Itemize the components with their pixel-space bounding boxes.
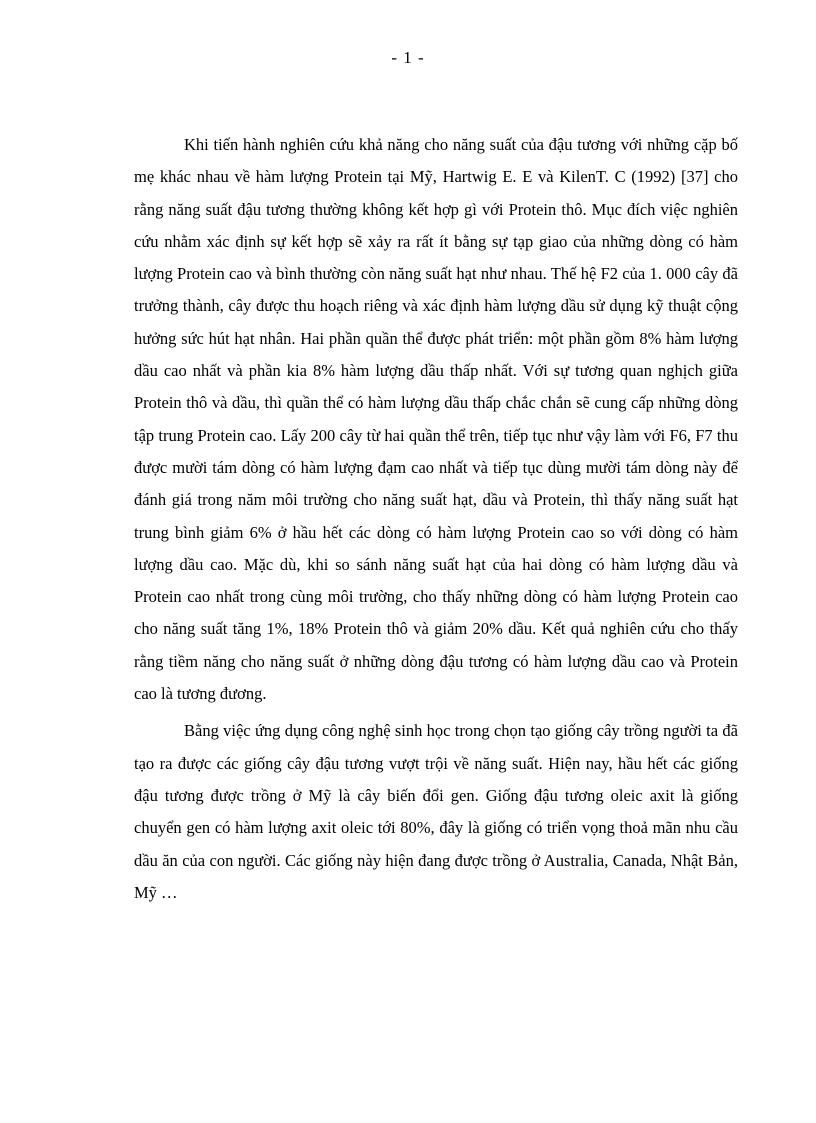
document-body — [134, 129, 738, 909]
paragraph-2: Bằng việc ứng dụng công nghệ sinh học trong chọn tạo giống cây trồng người ta đã tạo ra được các giống cây đậu tương vượt trội về năng suất. Hiện nay, hầu hết các giống đậu tương được trồng ở Mỹ là cây biến đổi gen. Giống đậu tương oleic axit là giống chuyển gen có hàm lượng axit oleic tới 80%, đây là giống có triển vọng thoả mãn nhu cầu dầu ăn của con người. Các giống này hiện đang được trồng ở Australia, Canada, Nhật Bản, Mỹ … — [134, 721, 738, 902]
paragraph-1: Khi tiến hành nghiên cứu khả năng cho năng suất của đậu tương với những cặp bố mẹ khác nhau về hàm lượng Protein tại Mỹ, Hartwig E. E và KilenT. C (1992) [37] cho rằng năng suất đậu tương thường không kết hợp gì với Protein thô. Mục đích việc nghiên cứu nhằm xác định sự kết hợp sẽ xảy ra rất ít bằng sự tạp giao của những dòng có hàm lượng Protein cao và bình thường còn năng suất hạt như nhau. Thế hệ F2 của 1. 000 cây đã trưởng thành, cây được thu hoạch riêng và xác định hàm lượng dầu sử dụng kỹ thuật cộng hưởng sức hút hạt nhân. Hai phần quần thể được phát triển: một phần gồm 8% hàm lượng dầu cao nhất và phần kia 8% hàm lượng dầu thấp nhất. Với sự tương quan nghịch giữa Protein thô và dầu, thì quần thể có hàm lượng dầu thấp chắc chắn sẽ cung cấp những dòng tập trung Protein cao. Lấy 200 cây từ hai quần thể trên, tiếp tục như vậy làm với F6, F7 thu được mười tám dòng có hàm lượng đạm cao nhất và tiếp tục dùng mười tám dòng này để đánh giá trong năm môi trường cho năng suất hạt, dầu và Protein, thì thấy năng suất hạt trung bình giảm 6% ở hầu hết các dòng có hàm lượng Protein cao so với dòng có hàm lượng dầu cao. Mặc dù, khi so sánh năng suất hạt của hai dòng có hàm lượng dầu và Protein cao nhất trong cùng môi trường, cho thấy những dòng có hàm lượng Protein cao cho năng suất tăng 1%, 18% Protein thô và giảm 20% dầu. Kết quả nghiên cứu cho thấy rằng tiềm năng cho năng suất ở những dòng đậu tương có hàm lượng dầu cao và Protein cao là tương đương. — [134, 135, 738, 704]
page-number: - 1 - — [391, 48, 425, 67]
